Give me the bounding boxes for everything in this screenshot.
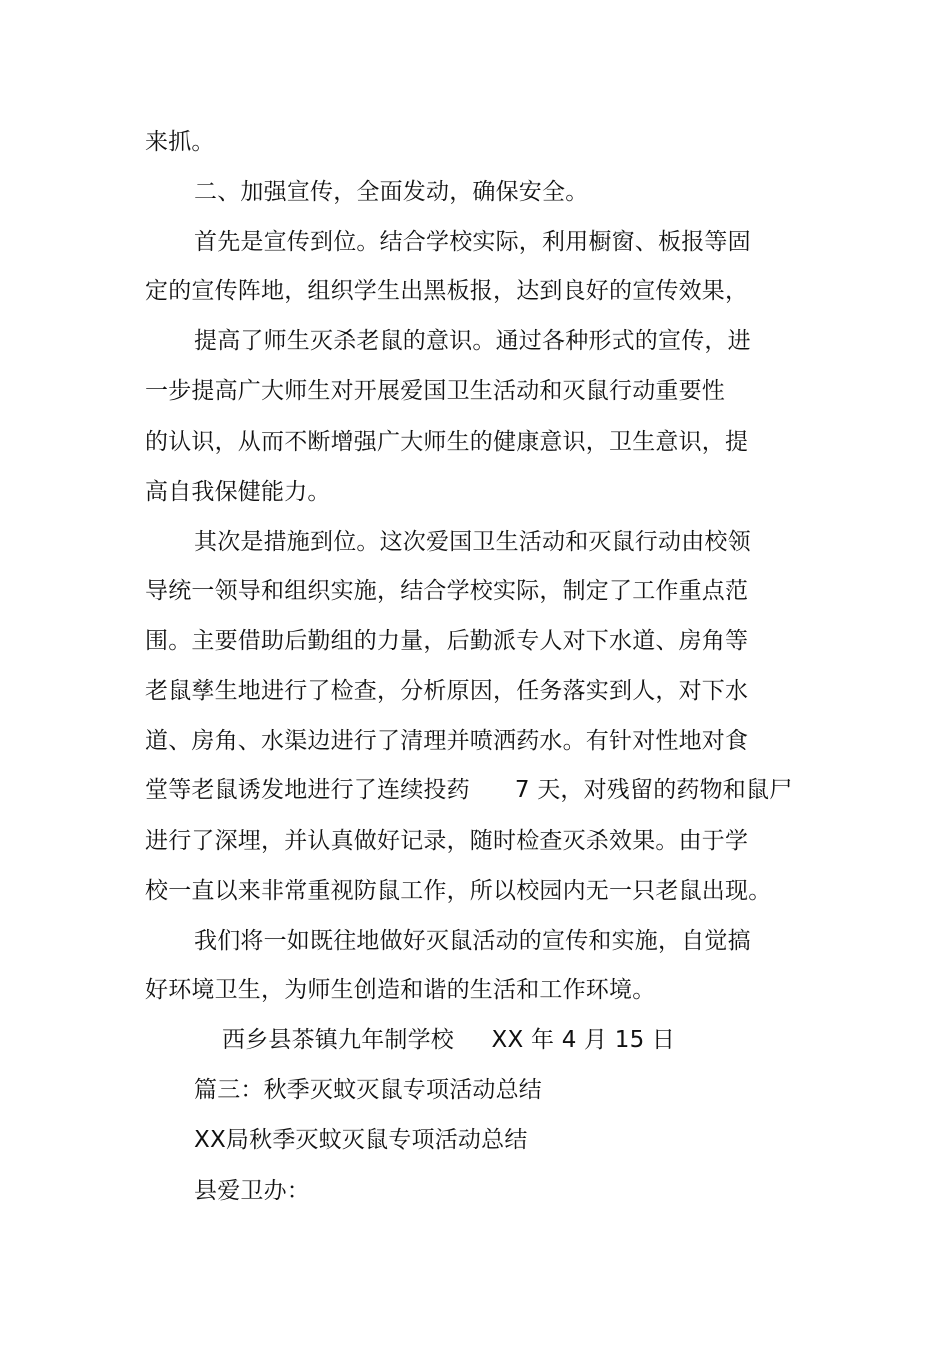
signature-line: 西乡县茶镇九年制学校 XX 年 4 月 15 日 (222, 1027, 676, 1053)
paragraph-line: 老鼠孳生地进行了检查，分析原因，任务落实到人，对下水 (145, 678, 749, 704)
paragraph-line: 校一直以来非常重视防鼠工作，所以校园内无一只老鼠出现。 (145, 878, 772, 904)
paragraph-line: 来抓。 (145, 129, 215, 155)
paragraph-line: 其次是措施到位。这次爱国卫生活动和灭鼠行动由校领 (194, 529, 751, 555)
paragraph-line: 首先是宣传到位。结合学校实际，利用橱窗、板报等固 (194, 229, 751, 255)
paragraph-line: 围。主要借助后勤组的力量，后勤派专人对下水道、房角等 (145, 628, 749, 654)
paragraph-line: 进行了深埋，并认真做好记录，随时检查灭杀效果。由于学 (145, 828, 749, 854)
salutation: 县爱卫办： (194, 1178, 310, 1204)
paragraph-line: 堂等老鼠诱发地进行了连续投药 7 天，对残留的药物和鼠尸 (145, 777, 793, 803)
paragraph-line: 我们将一如既往地做好灭鼠活动的宣传和实施，自觉搞 (194, 928, 751, 954)
paragraph-line: 导统一领导和组织实施，结合学校实际，制定了工作重点范 (145, 578, 749, 604)
paragraph-line: 好环境卫生，为师生创造和谐的生活和工作环境。 (145, 977, 656, 1003)
paragraph-line: 定的宣传阵地，组织学生出黑板报，达到良好的宣传效果， (145, 278, 749, 304)
paragraph-line: 提高了师生灭杀老鼠的意识。通过各种形式的宣传，进 (194, 328, 751, 354)
section-title: 篇三：秋季灭蚊灭鼠专项活动总结 (194, 1077, 542, 1103)
paragraph-line: 高自我保健能力。 (145, 479, 331, 505)
paragraph-line: 道、房角、水渠边进行了清理并喷洒药水。有针对性地对食 (145, 728, 749, 754)
document-title: XX局秋季灭蚊灭鼠专项活动总结 (194, 1127, 528, 1153)
section-heading: 二、加强宣传，全面发动，确保安全。 (194, 179, 589, 205)
paragraph-line: 一步提高广大师生对开展爱国卫生活动和灭鼠行动重要性 (145, 378, 725, 404)
paragraph-line: 的认识，从而不断增强广大师生的健康意识，卫生意识，提 (145, 429, 749, 455)
